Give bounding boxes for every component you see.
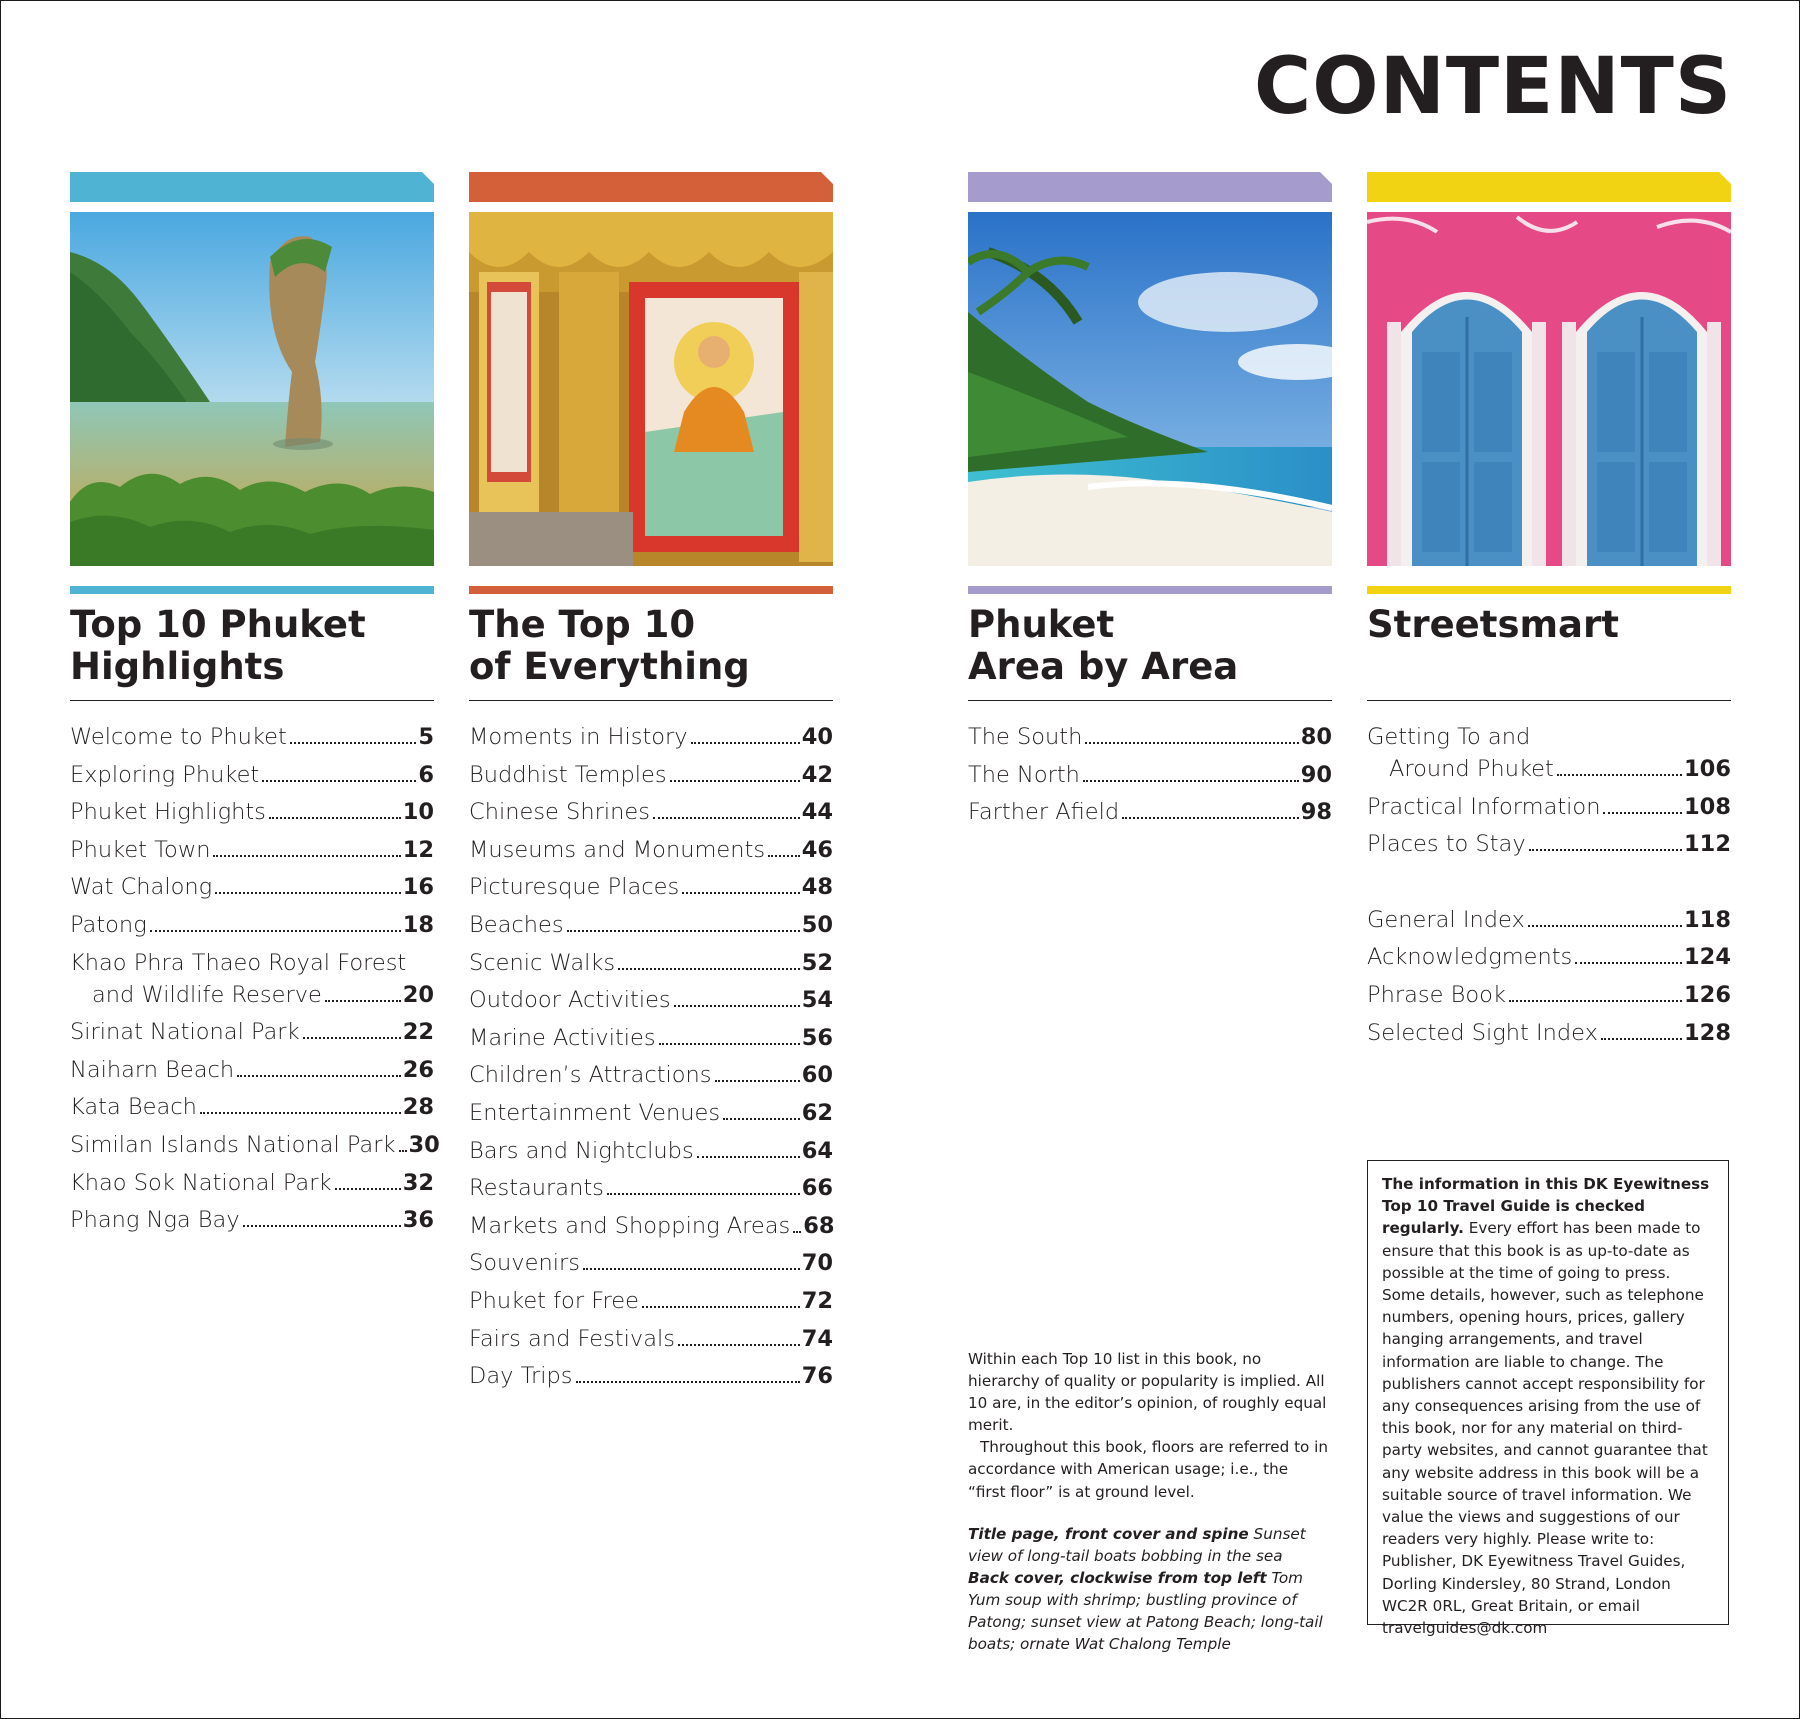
- toc-entry[interactable]: Selected Sight Index 128: [1367, 1019, 1731, 1046]
- toc-entry[interactable]: Naiharn Beach 26: [70, 1056, 434, 1083]
- toc-entry[interactable]: Getting To and Around Phuket 106: [1367, 724, 1731, 782]
- toc-entry[interactable]: Scenic Walks 52: [469, 949, 833, 976]
- toc-entry[interactable]: Welcome to Phuket 5: [70, 724, 434, 750]
- page-title: CONTENTS: [1254, 42, 1732, 132]
- toc-entry[interactable]: Souvenirs 70: [469, 1250, 833, 1277]
- toc-entry[interactable]: Museums and Monuments 46: [469, 836, 833, 863]
- info-box-lead: The information in this DK Eyewitness Top 10 Travel Guide is checked regularly.: [1382, 1175, 1710, 1238]
- toc-entry[interactable]: Day Trips 76: [469, 1363, 833, 1390]
- toc-entry[interactable]: Bars and Nightclubs 64: [469, 1137, 833, 1164]
- section-photo: [469, 212, 833, 566]
- section-photo: [70, 212, 434, 566]
- toc-entry[interactable]: Phuket Town 12: [70, 836, 434, 863]
- divider: [70, 700, 434, 701]
- section-photo: [1367, 212, 1731, 566]
- toc-entry[interactable]: Outdoor Activities 54: [469, 987, 833, 1014]
- section-tab: [469, 172, 833, 202]
- toc-entry[interactable]: Phang Nga Bay 36: [70, 1207, 434, 1234]
- divider: [1367, 700, 1731, 701]
- toc-entry[interactable]: Moments in History 40: [469, 724, 833, 750]
- toc-entry[interactable]: Khao Sok National Park 32: [70, 1169, 434, 1196]
- toc-entry[interactable]: Fairs and Festivals 74: [469, 1325, 833, 1352]
- section-rule: [1367, 586, 1731, 594]
- editorial-note: [968, 1348, 1330, 1655]
- toc-entry[interactable]: Sirinat National Park 22: [70, 1019, 434, 1046]
- toc-entry[interactable]: Phuket Highlights 10: [70, 799, 434, 826]
- toc-entry[interactable]: Wat Chalong 16: [70, 874, 434, 901]
- toc-entry[interactable]: Practical Information 108: [1367, 793, 1731, 820]
- section-heading: Top 10 Phuket Highlights: [70, 603, 366, 688]
- toc-entry[interactable]: Places to Stay 112: [1367, 831, 1731, 858]
- section-top10: [469, 172, 833, 1398]
- toc-entry[interactable]: Phuket for Free 72: [469, 1287, 833, 1314]
- toc-entry[interactable]: Similan Islands National Park 30: [70, 1131, 440, 1158]
- section-tab: [968, 172, 1332, 202]
- section-rule: [469, 586, 833, 594]
- note-paragraph: Within each Top 10 list in this book, no hierarchy of quality or popularity is implied. All 10 are, in the editor’s opinion, of roughly equal merit.: [968, 1350, 1327, 1435]
- toc-entry[interactable]: Beaches 50: [469, 911, 833, 938]
- divider: [968, 700, 1332, 701]
- toc-list: [1367, 721, 1731, 1049]
- section-area-by-area: [968, 172, 1332, 834]
- section-tab: [70, 172, 434, 202]
- section-highlights: [70, 172, 440, 1242]
- toc-entry[interactable]: The North 90: [968, 761, 1332, 788]
- divider: [469, 700, 833, 701]
- section-heading: The Top 10 of Everything: [469, 603, 750, 688]
- toc-entry[interactable]: Buddhist Temples 42: [469, 761, 833, 788]
- section-streetsmart: [1367, 172, 1731, 1054]
- section-rule: [70, 586, 434, 594]
- toc-list: [70, 721, 440, 1236]
- info-box: [1367, 1160, 1729, 1638]
- toc-entry[interactable]: Kata Beach 28: [70, 1094, 434, 1121]
- section-tab: [1367, 172, 1731, 202]
- cover-caption: Title page, front cover and spine Sunset view of long-tail boats bobbing in the sea Back cover, clockwise from top left Tom Yum soup with shrimp; bustling province of Patong; sunset view at Patong Beach; long-tail boats; ornate Wat Chalong Temple: [968, 1524, 1323, 1654]
- section-rule: [968, 586, 1332, 594]
- toc-list: [469, 721, 833, 1392]
- toc-entry[interactable]: Acknowledgments 124: [1367, 944, 1731, 971]
- toc-entry[interactable]: Farther Afield 98: [968, 799, 1332, 826]
- note-paragraph: Throughout this book, floors are referred to in accordance with American usage; i.e., the “first floor” is at ground level.: [968, 1438, 1328, 1501]
- toc-entry[interactable]: The South 80: [968, 724, 1332, 750]
- toc-entry[interactable]: Chinese Shrines 44: [469, 799, 833, 826]
- toc-entry[interactable]: Phrase Book 126: [1367, 981, 1731, 1008]
- info-box-text: Every effort has been made to ensure that this book is as up-to-date as possible at the time of going to press. Some details, however, such as telephone numbers, opening hours, prices, gallery hanging arrangements, and travel information are liable to change. The publishers cannot accept responsibility for any consequences arising from the use of this book, nor for any material on third-party websites, and cannot guarantee that any website address in this book will be a suitable source of travel information. We value the views and suggestions of our readers very highly. Please write to: Publisher, DK Eyewitness Travel Guides, Dorling Kindersley, 80 Strand, London WC2R 0RL, Great Britain, or email travelguides@dk.com: [1382, 1219, 1708, 1638]
- toc-entry[interactable]: Patong 18: [70, 911, 434, 938]
- toc-entry[interactable]: Picturesque Places 48: [469, 874, 833, 901]
- toc-entry[interactable]: Khao Phra Thaeo Royal Forest and Wildlife Reserve 20: [70, 949, 434, 1008]
- toc-entry[interactable]: Marine Activities 56: [469, 1024, 833, 1051]
- toc-spacer: [1367, 866, 1731, 904]
- toc-entry[interactable]: Exploring Phuket 6: [70, 761, 434, 788]
- toc-entry[interactable]: Children’s Attractions 60: [469, 1062, 833, 1089]
- section-heading: Streetsmart: [1367, 603, 1619, 646]
- toc-entry[interactable]: Entertainment Venues 62: [469, 1099, 833, 1126]
- section-photo: [968, 212, 1332, 566]
- toc-entry[interactable]: General Index 118: [1367, 906, 1731, 933]
- toc-entry[interactable]: Restaurants 66: [469, 1175, 833, 1202]
- section-heading: Phuket Area by Area: [968, 603, 1239, 688]
- toc-list: [968, 721, 1332, 828]
- toc-entry[interactable]: Markets and Shopping Areas 68: [469, 1212, 835, 1239]
